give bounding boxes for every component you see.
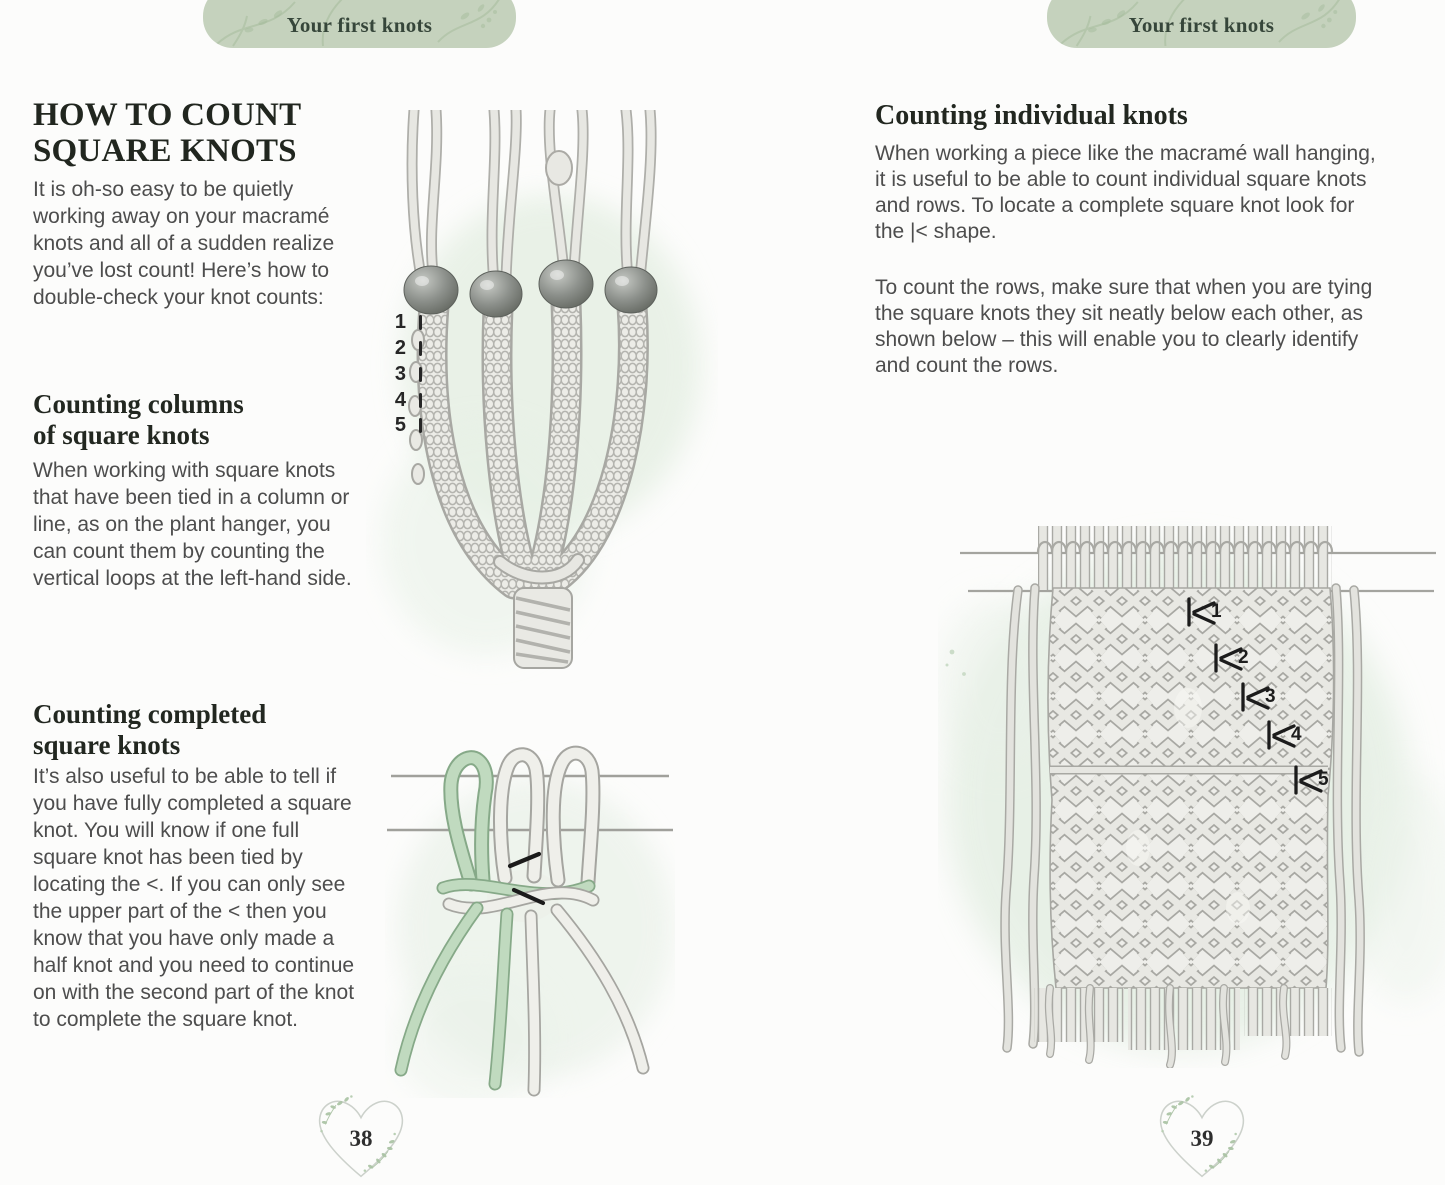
heading-line: Counting completed	[33, 699, 267, 729]
paragraph: To count the rows, make sure that when you are tying the square knots they sit neatly below each other, as shown below – this will enable you to clearly identify and count the rows.	[875, 276, 1373, 377]
row-number-label: 3	[1265, 686, 1276, 707]
wall-hanging-figure	[938, 468, 1445, 1068]
page-title-line: SQUARE KNOTS	[33, 133, 297, 169]
tick-mark-icon	[419, 315, 422, 330]
row-number-label: 4	[394, 389, 406, 411]
square-knot-figure	[385, 738, 675, 1098]
section-body-counting-columns: When working with square knots that have been tied in a column or line, as on the plant hanger, you can count them by counting the vertical loops at the left-hand side.	[33, 459, 352, 590]
square-knot-marker	[1290, 764, 1329, 796]
section-body-counting-completed: It’s also useful to be able to tell if you have fully completed a square knot. You will know if one full square knot has been tied by locating the <. If you can only see the upper part of the < then you know that you have only made a half knot and you need to continue on with the second part of the knot to complete the square knot.	[33, 765, 355, 1031]
page-number-left	[303, 1084, 419, 1185]
tick-mark-icon	[419, 367, 422, 382]
chapter-tab-right	[1047, 0, 1356, 48]
row-number-label: 1	[394, 311, 406, 333]
tick-mark-icon	[419, 418, 422, 433]
chapter-tab-label: Your first knots	[1128, 13, 1275, 37]
page-number-right	[1144, 1084, 1260, 1185]
row-number-label: 1	[1211, 601, 1222, 622]
section-heading-counting-columns	[33, 389, 244, 451]
section-heading-counting-completed	[33, 699, 266, 761]
tick-mark-icon	[419, 341, 422, 356]
knot-count-row	[390, 312, 422, 332]
plant-hanger-figure	[366, 110, 718, 698]
square-knot-marker	[1210, 642, 1249, 674]
tick-mark-icon	[419, 393, 422, 408]
knot-count-row	[390, 338, 422, 358]
heading-line: square knots	[33, 730, 181, 760]
heading-line: of square knots	[33, 420, 210, 450]
wall-hanging-illustration	[938, 468, 1445, 1068]
heading-line: Counting columns	[33, 389, 244, 419]
knot-count-row	[390, 390, 422, 410]
row-number-label: 2	[1238, 647, 1249, 668]
page-title-line: HOW TO COUNT	[33, 97, 302, 133]
row-number-label: 2	[394, 337, 406, 359]
knot-count-row	[390, 364, 422, 384]
row-number-label: 3	[394, 363, 406, 385]
paragraph: When working a piece like the macramé wall hanging, it is useful to be able to count individual square knots and rows. To locate a complete square knot look for the |< shape.	[875, 142, 1376, 243]
page-number-label: 38	[349, 1126, 373, 1151]
intro-paragraph: It is oh-so easy to be quietly working away on your macramé knots and all of a sudden realize you’ve lost count! Here’s how to double-check your knot counts:	[33, 178, 335, 309]
page-number-label: 39	[1190, 1126, 1214, 1151]
row-number-label: 5	[1318, 769, 1329, 790]
square-knot-illustration	[385, 738, 675, 1098]
square-knot-marker	[1263, 719, 1302, 751]
page-title	[33, 97, 301, 169]
row-number-label: 5	[394, 414, 406, 436]
knot-count-row	[390, 415, 422, 435]
chapter-tab-label: Your first knots	[286, 13, 433, 37]
section-heading-counting-individual: Counting individual knots	[875, 100, 1188, 131]
chapter-tab-left	[203, 0, 516, 48]
square-knot-marker	[1237, 681, 1276, 713]
row-number-label: 4	[1291, 724, 1302, 745]
square-knot-marker	[1183, 596, 1222, 628]
